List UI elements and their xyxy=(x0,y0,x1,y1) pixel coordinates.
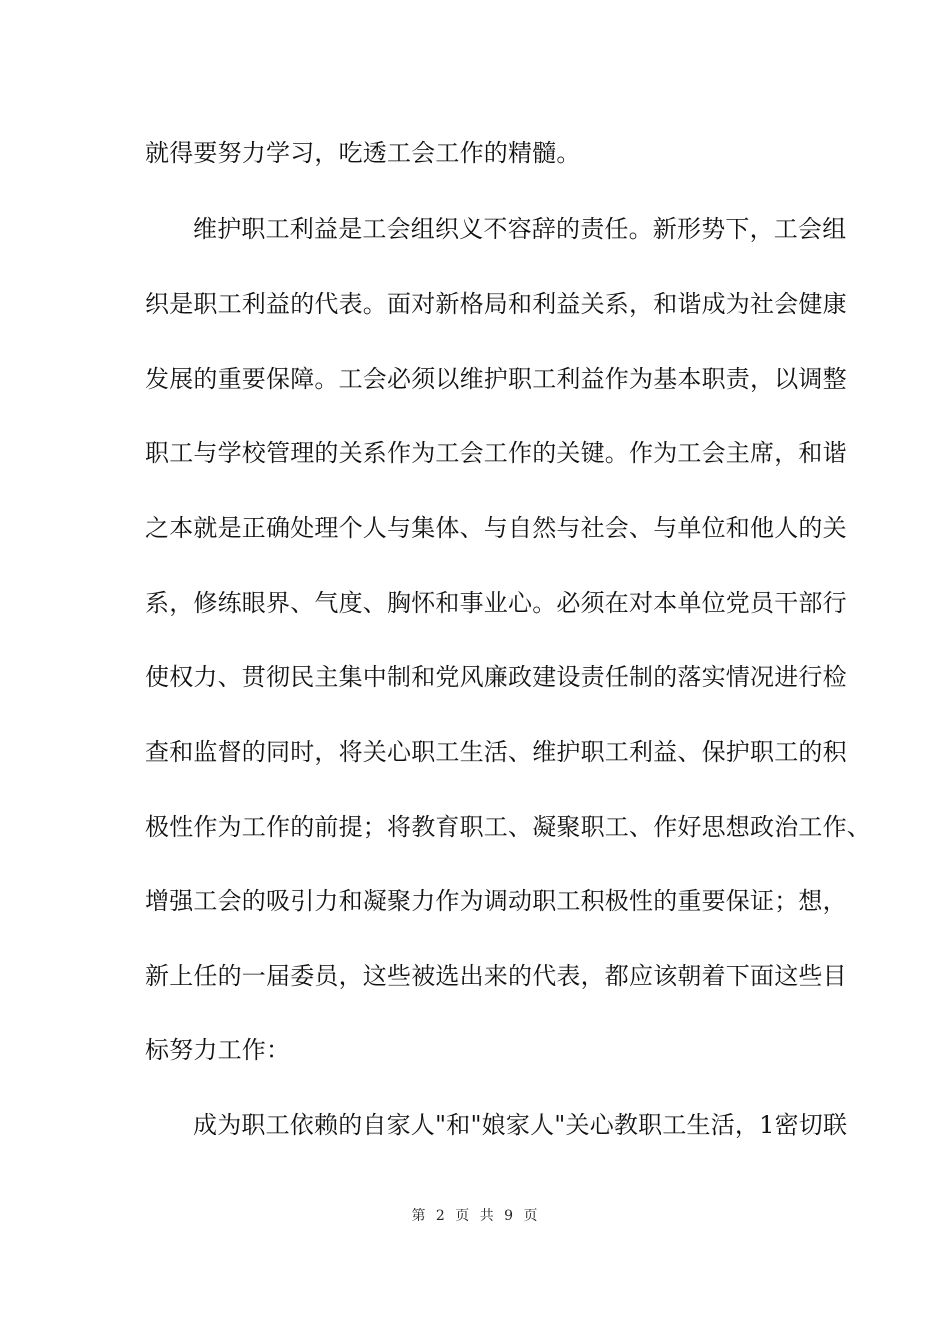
text-line: 职工与学校管理的关系作为工会工作的关键。作为工会主席，和谐 xyxy=(145,439,847,467)
text-line: 新上任的一届委员，这些被选出来的代表，都应该朝着下面这些目 xyxy=(145,962,847,990)
text-line: 之本就是正确处理个人与集体、与自然与社会、与单位和他人的关 xyxy=(145,514,847,542)
text-line: 使权力、贯彻民主集中制和党风廉政建设责任制的落实情况进行检 xyxy=(145,663,847,691)
paragraph-start-line: 维护职工利益是工会组织义不容辞的责任。新形势下，工会组 xyxy=(193,215,847,243)
text-line: 标努力工作： xyxy=(145,1036,291,1064)
text-line: 查和监督的同时，将关心职工生活、维护职工利益、保护职工的积 xyxy=(145,738,847,766)
text-line: 发展的重要保障。工会必须以维护职工利益作为基本职责，以调整 xyxy=(145,365,847,393)
page-number-footer: 第 2 页 共 9 页 xyxy=(411,1208,539,1224)
text-line: 织是职工利益的代表。面对新格局和利益关系，和谐成为社会健康 xyxy=(145,290,847,318)
text-line: 增强工会的吸引力和凝聚力作为调动职工积极性的重要保证；想， xyxy=(145,887,847,915)
text-line: 系，修练眼界、气度、胸怀和事业心。必须在对本单位党员干部行 xyxy=(145,589,847,617)
paragraph-start-line: 成为职工依赖的自家人"和"娘家人"关心教职工生活，1密切联 xyxy=(193,1111,848,1139)
text-line: 极性作为工作的前提；将教育职工、凝聚职工、作好思想政治工作、 xyxy=(145,813,871,841)
text-line: 就得要努力学习，吃透工会工作的精髓。 xyxy=(145,139,581,167)
